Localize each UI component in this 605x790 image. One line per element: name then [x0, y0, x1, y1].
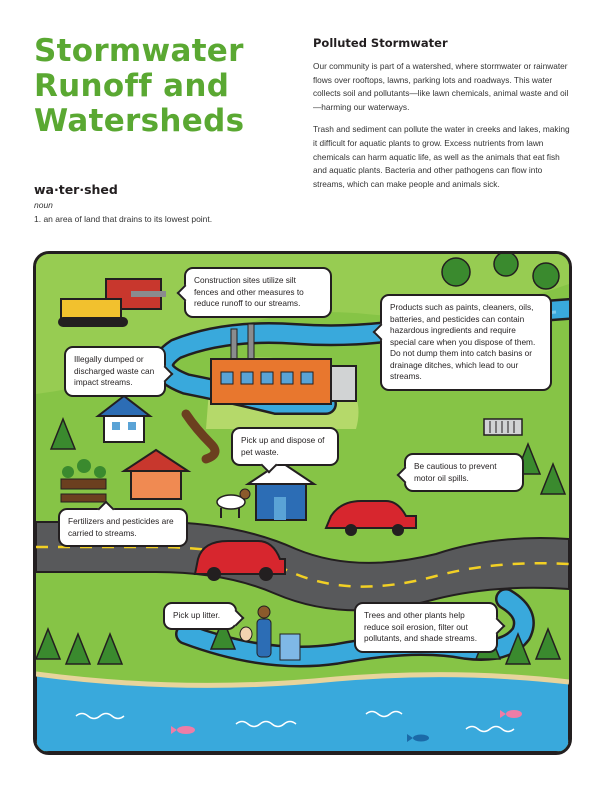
storm-drain	[484, 419, 522, 435]
garden-beds	[61, 479, 106, 502]
callout-fertilizers: Fertilizers and pesticides are carried to streams.	[58, 508, 188, 547]
article-paragraph: Trash and sediment can pollute the water in creeks and lakes, making it difficult for aquatic plants to grow. Excess nutrients from lawn chemicals can harm aquatic life, as well as the animals that eat fish and aquatic plants. Bacteria and other pathogens can flow into streams, which can make people and animals sick.	[313, 124, 570, 189]
house-blue	[98, 396, 150, 442]
definition-meaning: 1. an area of land that drains to its lowest point.	[34, 214, 213, 224]
article-heading: Polluted Stormwater	[313, 36, 448, 50]
watershed-illustration	[33, 251, 572, 755]
callout-construction: Construction sites utilize silt fences and other measures to reduce runoff to our streams.	[184, 267, 332, 318]
article-column	[313, 36, 575, 200]
callout-pet-waste: Pick up and dispose of pet waste.	[231, 427, 339, 466]
callout-illegal-dumping: Illegally dumped or discharged waste can impact streams.	[64, 346, 166, 397]
definition-block	[34, 182, 284, 224]
house-dog-owner	[248, 462, 314, 520]
callout-motor-oil: Be cautious to prevent motor oil spills.	[404, 453, 524, 492]
title-line: Runoff and	[34, 68, 230, 104]
lake	[36, 674, 569, 752]
definition-part-of-speech: noun	[34, 200, 53, 210]
title-line: Watersheds	[34, 103, 245, 139]
title-line: Stormwater	[34, 33, 244, 69]
definition-word: wa·ter·shed	[34, 182, 118, 197]
dog	[217, 489, 250, 518]
garden-plants	[62, 459, 106, 478]
callout-trees: Trees and other plants help reduce soil erosion, filter out pollutants, and shade streams.	[354, 602, 498, 653]
callout-litter: Pick up litter.	[163, 602, 237, 630]
house-red	[124, 450, 188, 499]
red-car-road	[195, 541, 285, 581]
red-car-parked	[326, 501, 416, 536]
article-paragraph: Our community is part of a watershed, where stormwater or rainwater flows over rooftops, lawns, parking lots and roadways. This water collects soil and pollutants—like lawn chemicals, animal waste and oil—harming our waterways.	[313, 61, 569, 112]
page-title	[34, 34, 284, 139]
callout-hazardous-products: Products such as paints, cleaners, oils, batteries, and pesticides can contain hazardous ingredients and require special care when you dispose of them. Do not dump them into catch basins or drainage ditches, which lead to our streams.	[380, 294, 552, 391]
